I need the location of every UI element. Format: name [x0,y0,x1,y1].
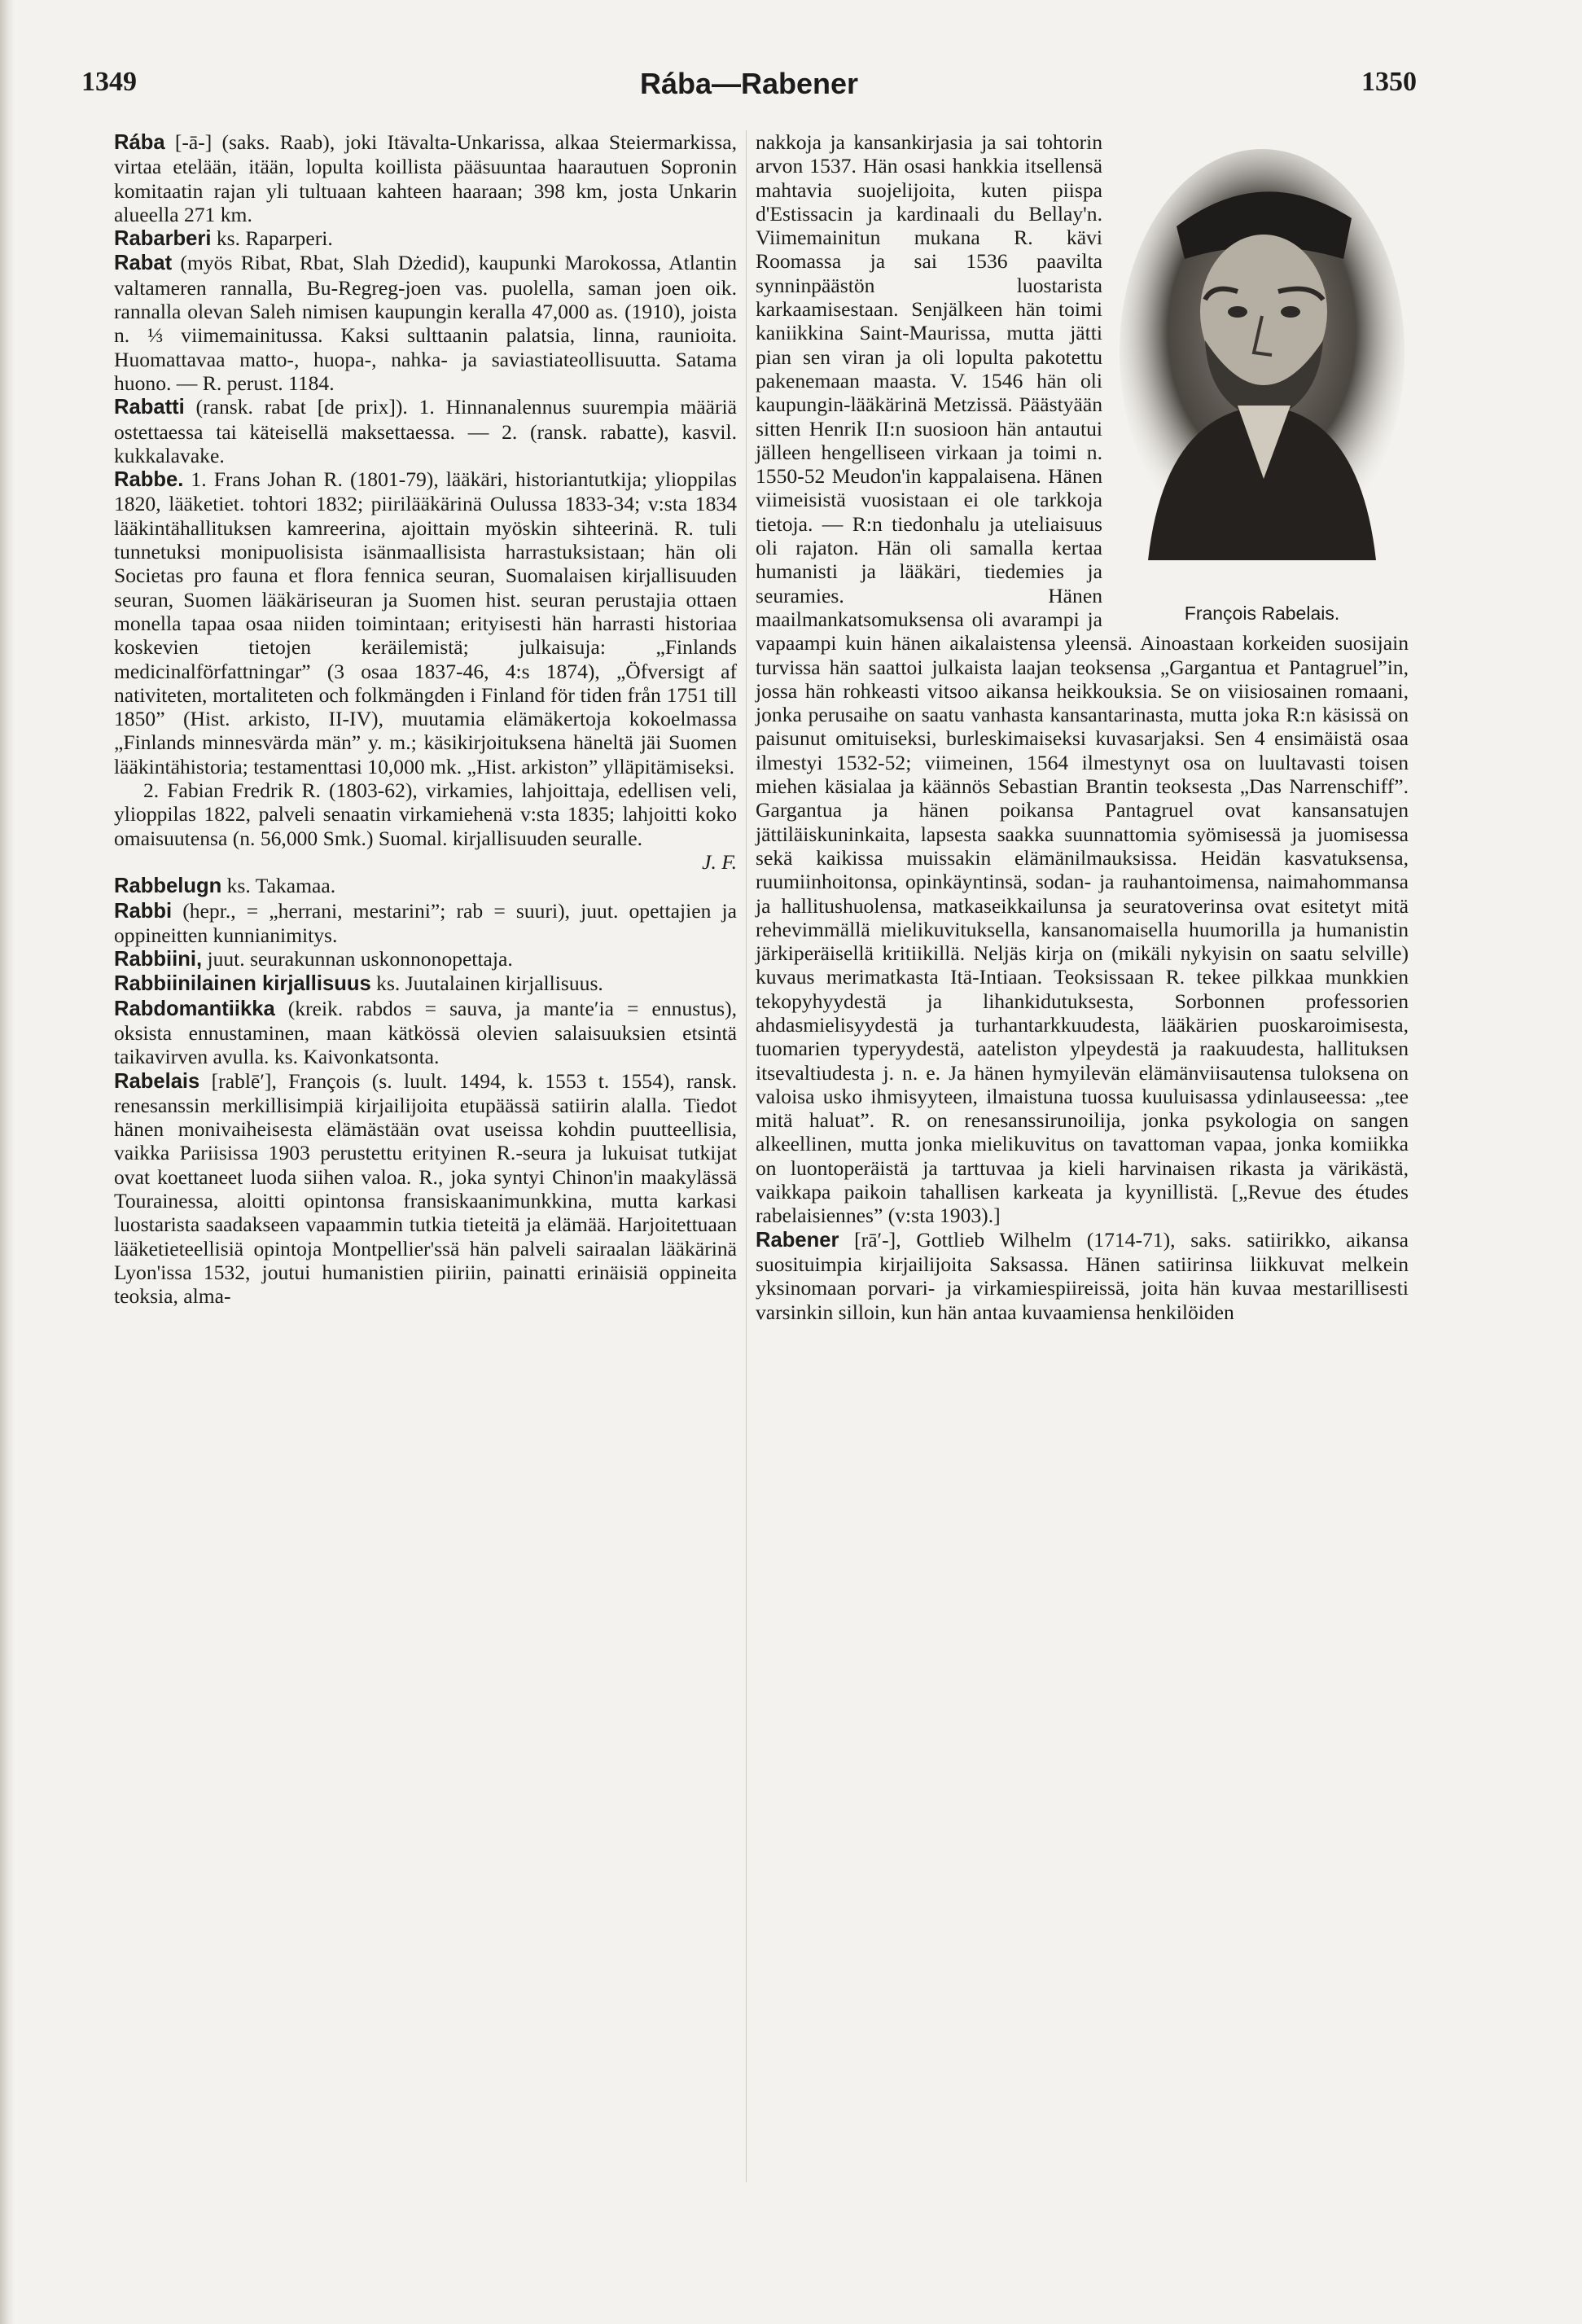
entry-raba [114,130,737,226]
headword: Rabbelugn [114,875,222,898]
page-header [81,67,1417,107]
entry-rabbiinilainen [114,971,737,996]
entry-rabdomantiikka [114,997,737,1069]
page-number-right: 1350 [1361,67,1417,97]
entry-text: ks. Juutalainen kirjallisuus. [370,971,603,996]
entry-text: (myös Ribat, Rbat, Slah Dżedid), kaupunki Marokossa, Atlantin valtameren rannalla, Bu-Regreg-joen vas. puolella, saman joen oik. rannalla olevan Saleh nimisen kaupungin keralla 47,000 as. (1910), joista n. ⅓ viimemainitussa. Kaksi sulttaanin palatsia, linna, raunioita. Huomattavaa matto-, huopa-, nahka- ja saviastiateollisuutta. Satama huono. — R. perust. 1184. [114,251,737,395]
headword: Rabener [756,1228,839,1252]
entry-rabbe [114,467,737,778]
entry-text: ks. Raparperi. [211,226,333,251]
headword: Rabelais [114,1069,200,1093]
entry-rabbi [114,899,737,948]
entry-rabelais [114,1069,737,1309]
headword: Rabdomantiikka [114,997,275,1020]
column-divider [746,130,747,2182]
entry-text: nakkoja ja kansankirjasia ja sai tohtorin arvon 1537. Hän osasi hankkia itsellensä mahtavia suojelijoita, kuten piispa d'Estissacin ja kardinaali du Bellay'n. Viimemainitun mukana R. kävi Roomassa ja sai 1536 paavilta synninpäästön luostarista karkaamisestaan. Senjälkeen hän toimi kaniikkina Saint-Maurissa, mutta jätti pian sen viran ja oli lopulta pakotettu pakenemaan maasta. V. 1546 hän oli kaupungin-lääkärinä Metzissä. Päästyään sitten Henrik II:n suosioon hän antautui jälleen hengelliseen virkaan ja toimi n. 1550-52 Meudon'in kappalaisena. Hänen viimeisistä vuosistaan ei ole tarkkoja tietoja. — R:n tiedonhalu ja uteliaisuus oli rajaton. Hän oli samalla kertaa humanisti ja lääkäri, tiedemies ja seuramies. Hänen maailmankatsomuksensa oli avarampi ja vapaampi kuin hänen aikalaistensa yleensä. Ainoastaan korkeiden suosijain turvissa hän saattoi julkaista laajan teoksensa „Gargantua et Pantagruel”in, jossa hän rohkeasti vitsoo aikansa heikkouksia. Se on viisiosainen romaani, jonka perusaihe on saatu vanhasta kansantarinasta, mutta joka R:n käsissä on paisunut omituiseksi, burleskimaiseksi kuvasarjaksi. Sen 4 ensimäistä osaa ilmestyi 1532-52; viimeinen, 1564 ilmestynyt osa on luultavasti toisen miehen käsialaa ja käännös Sebastian Brantin teoksesta „Das Narrenschiff”. Gargantua ja hänen poikansa Pantagruel ovat kansansatujen jättiläiskuninkaita, lapsesta saakka suunnattomia syömisessä ja juomisessa sekä kaikissa muissakin elämänilmauksissa. Heidän kasvatuksensa, ruumiinhoitonsa, opinkäyntinsä, sodan- ja rauhantoimensa, naimahommansa ja hallitushuolensa, matkaseikkailunsa ja seuratoverinsa ovat esitetyt mitä rehevimmällä mielikuvituksella, kansanomaisella huumorilla ja humanistin järkiperäisellä kritiikillä. Neljäs kirja on (mikäli nykyisin on saatu selville) kuvaus merimatkasta Itä-Intiaan. Teoksissaan R. tekee pilkkaa munkkien tekopyhyydestä ja lihankidutuksesta, Sorbonnen professorien ahdasmielisyydestä ja turhantarkkuudesta, lääkärien puoskaroimisesta, tuomarien typeryydestä, aateliston ylpeydestä ja raakuudesta, hallituksen itsevaltiudesta j. n. e. Ja hänen hymyilevän elämänviisautensa tuloksena on valoisa usko ihmisyyteen, ilmaistuna tuossa kuuluisassa ydinlauseessa: „tee mitä haluat”. R. on renesanssirunoilija, jonka psykologia on sangen alkeellinen, mutta jonka mielikuvitus on tavattoman vapaa, jonka komiikka on luontoperäistä ja tarttuvaa ja kieli harvinaisen rikasta ja värikästä, vaikkapa paikoin tahallisen karkeata ja kyynillistä. [„Revue des études rabelaisiennes” (v:sta 1903).] [756,130,1409,1228]
entry-text: 2. Fabian Fredrik R. (1803-62), virkamies, lahjoittaja, edellisen veli, ylioppilas 1822, palveli senaatin virkamiehenä v:sta 1835; lahjoitti koko omaisuutensa (n. 56,000 Smk.) Suomal. kirjallisuuden seuralle. [114,778,737,850]
entry-text: ks. Takamaa. [221,874,336,898]
right-column [756,130,1409,1324]
entry-text: 1. Frans Johan R. (1801-79), lääkäri, historiantutkija; ylioppilas 1820, lääketiet. tohtori 1832; piirilääkärinä Oulussa 1833-34; v:sta 1834 lääkintähallituksen kamreerina, ajoittain myöskin sihteerinä. R. tuli tunnetuksi monipuolisista isänmaallisista harrastuksistaan; hän oli Societas pro fauna et flora fennica seuran, Suomalaisen kirjallisuuden seuran, Suomen lääkäriseuran ja Suomen hist. seuran perustajia ottaen monella tapaa osaa niiden toimintaan; erityisesti hän harrasti historiaa koskevien tietojen keräilemistä; julkaisuja: „Finlands medicinalförfattningar” (3 osaa 1837-46, 4:s 1874), „Öfversigt af nativiteten, mortaliteten och folkmängden i Finland för tiden från 1751 till 1850” (Hist. arkisto, II-IV), muutamia elämäkertoja kokoelmassa „Finlands minnesvärda män” y. m.; käsikirjoituksena häneltä jäi Suomen lääkintähistoria; testamenttasi 10,000 mk. „Hist. arkiston” ylläpitämiseksi. [114,467,737,778]
headword: Rába [114,131,165,154]
entry-rabarberi [114,226,737,251]
entry-text: (kreik. rabdos = sauva, ja manteʹia = ennustus), oksista ennustaminen, maan kätkössä olevien salaisuuksien etsintä taikavirven avulla. ks. Kaivonkatsonta. [114,996,737,1069]
entry-text: [rablēʹ], François (s. luult. 1494, k. 1553 t. 1554), ransk. renesanssin merkillisimpiä kirjailijoita etupäässä satiirin alalla. Tiedot hänen monivaiheisesta elämästään ovat useissa kohdin puutteellisia, vaikka Pariisissa 1903 perustettu erityinen R.-seura ja lukuisat tutkijat ovat koettaneet luoda siihen valoa. R., joka syntyi Chinon'in maakylässä Tourainessa, aloitti opintonsa fransiskaanimunkkina, mutta karkasi luostarista saadakseen vapaammin tutkia tieteitä ja elämää. Harjoitettuaan lääketieteellisiä opintoja Montpellier'ssä hän palveli sairaalan lääkärinä Lyon'issa 1532, joutui humanistien piiriin, painatti erinäisiä oppineita teoksia, alma- [114,1068,737,1309]
page-title: Rába—Rabener [639,67,859,100]
headword: Rabbe. [114,468,184,492]
signature-text: J. F. [702,849,737,874]
headword: Rabbi [114,899,173,923]
headword: Rabatti [114,396,185,419]
headword: Rabarberi [114,227,212,251]
entry-text: [rāʹ-], Gottlieb Wilhelm (1714-71), saks. satiirikko, aikansa suosituimpia kirjailijoita Saksassa. Hänen satiirinsa liikkuvat melkein yksinomaan porvari- ja virkamiespiireissä, joita hän kuvaa mestarillisesti varsinkin silloin, kun hän antaa kuvaamiensa henkilöiden [756,1227,1409,1324]
entry-rabbiini [114,947,737,971]
entry-rabbe-2 [114,778,737,850]
page-edge-shadow [0,0,15,2324]
headword: Rabbiini, [114,948,203,971]
portrait-caption: François Rabelais. [1184,602,1340,624]
headword: Rabat [114,252,173,275]
page-number-left: 1349 [81,67,137,97]
headword: Rabbiinilainen kirjallisuus [114,972,371,996]
portrait-illustration [1115,137,1409,625]
entry-rabatti [114,395,737,467]
entry-rabbelugn [114,874,737,898]
entry-text: (ransk. rabat [de prix]). 1. Hinnanalennus suurempia määriä ostettaessa tai käteisellä maksettaessa. — 2. (ransk. rabatte), kasvil. kukkalavake. [114,395,737,467]
entry-text: juut. seurakunnan uskonnonopettaja. [202,947,513,971]
entry-rabat [114,251,737,395]
rabelais-portrait-image [1115,137,1409,593]
entry-text: (hepr., = „herrani, mestarini”; rab = suuri), juut. opettajien ja oppineitten kunnianimitys. [114,898,737,947]
entry-rabener [756,1228,1409,1324]
author-signature [114,850,737,874]
entry-text: [-ā-] (saks. Raab), joki Itävalta-Unkarissa, alkaa Steiermarkissa, virtaa etelään, itään, lopulta koillista pääsuuntaa haarautuen Sopronin komitaatin rajan yli tultuaan kahteen haaraan; 398 km, josta Unkarin alueella 271 km. [114,130,737,226]
left-column [114,130,737,1309]
